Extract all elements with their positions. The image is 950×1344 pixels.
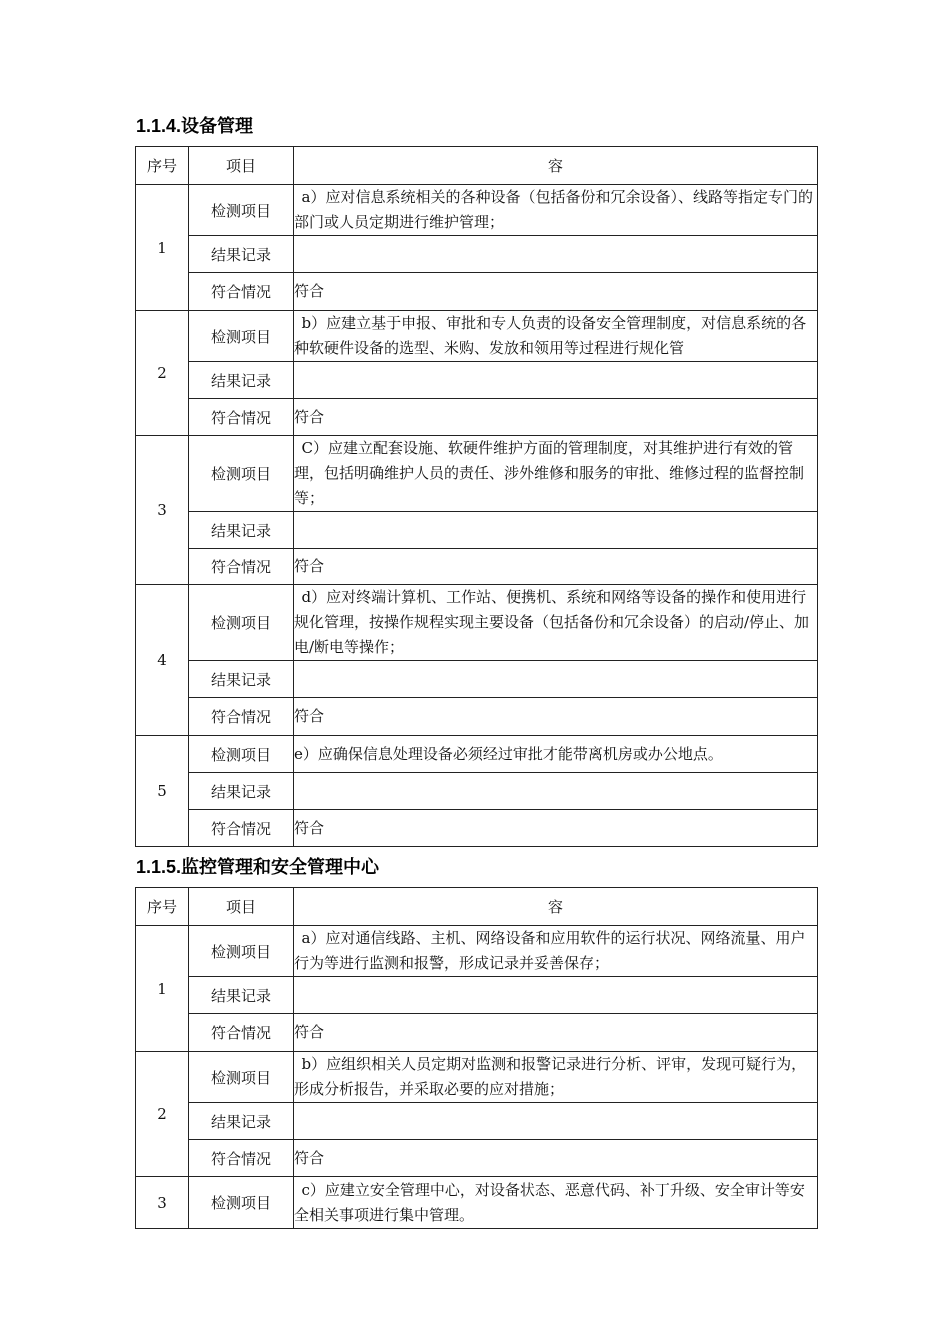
table-row	[136, 399, 818, 436]
compliance-label: 符合情况	[189, 399, 294, 436]
check-item-label: 检测项目	[189, 185, 294, 236]
section-title-device-management: 1.1.4.设备管理	[136, 116, 254, 136]
check-item-text: c）应建立安全管理中心，对设备状态、恶意代码、补丁升级、安全审计等安全相关事项进行集中管理。	[294, 1177, 818, 1229]
result-record-label: 结果记录	[189, 977, 294, 1014]
table-row	[136, 736, 818, 773]
check-item-label: 检测项目	[189, 585, 294, 661]
device-management-table	[135, 146, 818, 847]
monitoring-management-table	[135, 887, 818, 1229]
result-record-field[interactable]	[294, 362, 818, 399]
table-row	[136, 1052, 818, 1103]
check-item-label: 检测项目	[189, 926, 294, 977]
table-row	[136, 773, 818, 810]
result-record-label: 结果记录	[189, 236, 294, 273]
table-row	[136, 362, 818, 399]
check-item-text: b）应建立基于申报、审批和专人负责的设备安全管理制度，对信息系统的各种软硬件设备的选型、米购、发放和领用等过程进行规化管	[294, 311, 818, 362]
table-row	[136, 661, 818, 698]
result-record-field[interactable]	[294, 773, 818, 810]
table-row	[136, 273, 818, 311]
table-row	[136, 311, 818, 362]
result-record-field[interactable]	[294, 236, 818, 273]
result-record-label: 结果记录	[189, 773, 294, 810]
table-row	[136, 512, 818, 549]
compliance-label: 符合情况	[189, 698, 294, 736]
result-record-label: 结果记录	[189, 1103, 294, 1140]
compliance-label: 符合情况	[189, 1140, 294, 1177]
table-row	[136, 1014, 818, 1052]
check-item-text: d）应对终端计算机、工作站、便携机、系统和网络等设备的操作和使用进行规化管理，按操作规程实现主要设备（包括备份和冗余设备）的启动/停止、加电/断电等操作；	[294, 585, 818, 661]
result-record-label: 结果记录	[189, 512, 294, 549]
header-no: 序号	[136, 888, 189, 926]
compliance-label: 符合情况	[189, 549, 294, 585]
compliance-value: 符合	[294, 549, 818, 585]
row-number: 1	[136, 185, 189, 311]
table-row	[136, 585, 818, 661]
table-row	[136, 698, 818, 736]
row-number: 5	[136, 736, 189, 847]
header-item: 项目	[189, 147, 294, 185]
check-item-text: a）应对信息系统相关的各种设备（包括备份和冗余设备）、线路等指定专门的部门或人员定期进行维护管理；	[294, 185, 818, 236]
compliance-label: 符合情况	[189, 1014, 294, 1052]
header-item: 项目	[189, 888, 294, 926]
header-content: 容	[294, 888, 818, 926]
table-header-row	[136, 888, 818, 926]
table-row	[136, 1140, 818, 1177]
table-row	[136, 436, 818, 512]
table-row	[136, 549, 818, 585]
check-item-text: b）应组织相关人员定期对监测和报警记录进行分析、评审，发现可疑行为，形成分析报告，并采取必要的应对措施；	[294, 1052, 818, 1103]
check-item-label: 检测项目	[189, 311, 294, 362]
header-content: 容	[294, 147, 818, 185]
compliance-value: 符合	[294, 399, 818, 436]
table-header-row	[136, 147, 818, 185]
check-item-label: 检测项目	[189, 436, 294, 512]
row-number: 2	[136, 1052, 189, 1177]
check-item-text: C）应建立配套设施、软硬件维护方面的管理制度，对其维护进行有效的管理，包括明确维护人员的责任、涉外维修和服务的审批、维修过程的监督控制等；	[294, 436, 818, 512]
table-row	[136, 1103, 818, 1140]
check-item-label: 检测项目	[189, 736, 294, 773]
compliance-value: 符合	[294, 698, 818, 736]
table-row	[136, 185, 818, 236]
table-row	[136, 926, 818, 977]
result-record-field[interactable]	[294, 661, 818, 698]
compliance-label: 符合情况	[189, 273, 294, 311]
row-number: 1	[136, 926, 189, 1052]
result-record-field[interactable]	[294, 1103, 818, 1140]
compliance-label: 符合情况	[189, 810, 294, 847]
table-row	[136, 810, 818, 847]
check-item-label: 检测项目	[189, 1177, 294, 1229]
check-item-label: 检测项目	[189, 1052, 294, 1103]
table-row	[136, 977, 818, 1014]
compliance-value: 符合	[294, 273, 818, 311]
compliance-value: 符合	[294, 1140, 818, 1177]
compliance-value: 符合	[294, 810, 818, 847]
check-item-text: a）应对通信线路、主机、网络设备和应用软件的运行状况、网络流量、用户行为等进行监测和报警，形成记录并妥善保存；	[294, 926, 818, 977]
section-title-monitoring-management: 1.1.5.监控管理和安全管理中心	[136, 857, 380, 877]
result-record-label: 结果记录	[189, 362, 294, 399]
table-row	[136, 1177, 818, 1229]
result-record-field[interactable]	[294, 977, 818, 1014]
row-number: 2	[136, 311, 189, 436]
row-number: 4	[136, 585, 189, 736]
result-record-field[interactable]	[294, 512, 818, 549]
header-no: 序号	[136, 147, 189, 185]
table-row	[136, 236, 818, 273]
result-record-label: 结果记录	[189, 661, 294, 698]
check-item-text: e）应确保信息处理设备必须经过审批才能带离机房或办公地点。	[294, 736, 818, 773]
row-number: 3	[136, 436, 189, 585]
row-number: 3	[136, 1177, 189, 1229]
compliance-value: 符合	[294, 1014, 818, 1052]
